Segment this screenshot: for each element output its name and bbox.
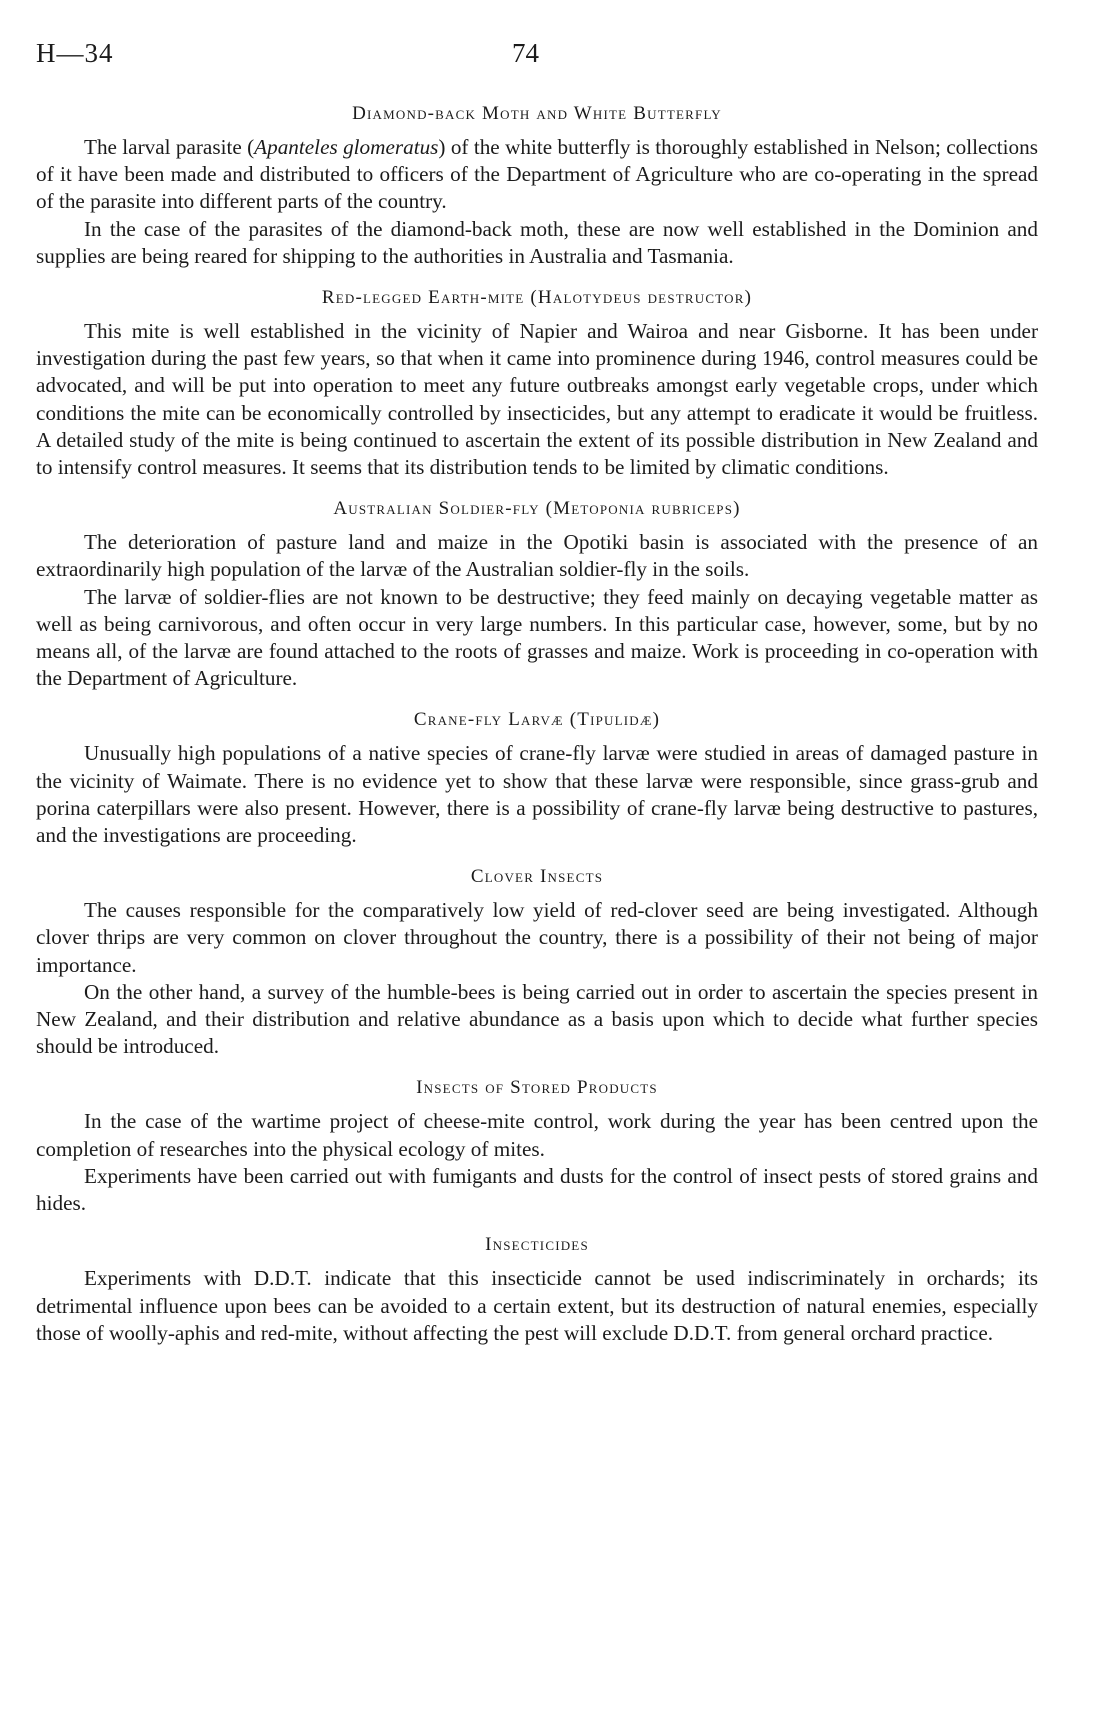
page-header bbox=[36, 38, 1036, 78]
paragraph bbox=[36, 740, 1038, 849]
text-run: The causes responsible for the comparatively low yield of red-clover seed are being investigated. Although clover thrips are very common on clover throughout the country, there is a possibility of their not being of major importance. bbox=[36, 898, 1038, 977]
section-heading: Red-legged Earth-mite (Halotydeus destructor) bbox=[321, 287, 753, 309]
paragraph bbox=[36, 897, 1038, 979]
section-heading: Diamond-back Moth and White Butterfly bbox=[352, 103, 722, 124]
section bbox=[36, 706, 1038, 849]
paragraph bbox=[36, 318, 1038, 481]
text-run: In the case of the wartime project of cheese-mite control, work during the year has been centred upon the completion of researches into the physical ecology of mites. bbox=[36, 1109, 1038, 1161]
paragraph bbox=[36, 1163, 1038, 1217]
section bbox=[36, 863, 1038, 1060]
paragraph bbox=[36, 584, 1038, 693]
text-run: ) of the white butterfly is thoroughly established in Nelson; collections of it have been made and distributed to officers of the Department of Agriculture who are co-operating in the spread of the parasite into different parts of the country. bbox=[36, 135, 1038, 214]
text-run: In the case of the parasites of the diamond-back moth, these are now well established in the Dominion and supplies are being reared for shipping to the authorities in Australia and Tasmania. bbox=[36, 216, 1038, 268]
section-heading: Insecticides bbox=[485, 1234, 589, 1256]
page-reference: H—34 bbox=[36, 38, 114, 68]
section bbox=[36, 1231, 1038, 1347]
text-run: This mite is well established in the vicinity of Napier and Wairoa and near Gisborne. It has been under investigation during the past few years, so that when it came into prominence during 1946, control measures could be advocated, and will be put into operation to meet any future outbreaks amongst early vegetable crops, under which conditions the mite can be economically controlled by insecticides, but any attempt to eradicate it would be fruitless. A detailed study of the mite is being continued to ascertain the extent of its possible distribution in New Zealand and to intensify control measures. It seems that its distribution tends to be limited by climatic conditions. bbox=[36, 319, 1038, 480]
text-run: Experiments have been carried out with fumigants and dusts for the control of insect pests of stored grains and hides. bbox=[36, 1163, 1038, 1216]
section-heading: Clover Insects bbox=[470, 866, 604, 888]
section-heading: Australian Soldier-fly (Metoponia rubriceps) bbox=[333, 498, 741, 520]
text-run: On the other hand, a survey of the humble-bees is being carried out in order to ascertain the species present in New Zealand, and their distribution and relative abundance as a basis upon which to decide what further species should be introduced. bbox=[36, 979, 1038, 1059]
page-number: 74 bbox=[512, 38, 539, 68]
paragraph bbox=[36, 1108, 1038, 1162]
paragraph bbox=[36, 1265, 1038, 1347]
section bbox=[36, 284, 1038, 481]
section bbox=[36, 1074, 1038, 1217]
text-run: The larval parasite ( bbox=[84, 135, 255, 159]
document-body bbox=[36, 100, 1038, 1361]
paragraph bbox=[36, 216, 1038, 270]
paragraph bbox=[36, 529, 1038, 583]
text-run: Unusually high populations of a native species of crane-fly larvæ were studied in areas of damaged pasture in the vicinity of Waimate. There is no evidence yet to show that these larvæ were responsible, since grass-grub and porina caterpillars were also present. However, there is a possibility of crane-fly larvæ being destructive to pastures, and the investigations are proceeding. bbox=[36, 741, 1038, 848]
text-run: Experiments with D.D.T. indicate that this insecticide cannot be used indiscriminately in orchards; its detrimental influence upon bees can be avoided to a certain extent, but its destruction of natural enemies, especially those of woolly-aphis and red-mite, without affecting the pest will exclude D.D.T. from general orchard practice. bbox=[36, 1266, 1038, 1345]
section bbox=[36, 100, 1038, 270]
text-run: The deterioration of pasture land and maize in the Opotiki basin is associated with the presence of an extraordinarily high population of the larvæ of the Australian soldier-fly in the soils. bbox=[36, 530, 1038, 582]
text-run: The larvæ of soldier-flies are not known to be destructive; they feed mainly on decaying vegetable matter as well as being carnivorous, and often occur in very large numbers. In this particular case, however, some, but by no means all, of the larvæ are found attached to the roots of grasses and maize. Work is proceeding in co-operation with the Department of Agriculture. bbox=[36, 584, 1038, 691]
section bbox=[36, 495, 1038, 692]
section-heading: Insects of Stored Products bbox=[416, 1077, 658, 1099]
paragraph bbox=[36, 134, 1038, 216]
paragraph bbox=[36, 979, 1038, 1061]
section-heading: Crane-fly Larvæ (Tipulidæ) bbox=[413, 709, 661, 731]
italic-term: Apanteles glomeratus bbox=[254, 135, 439, 159]
